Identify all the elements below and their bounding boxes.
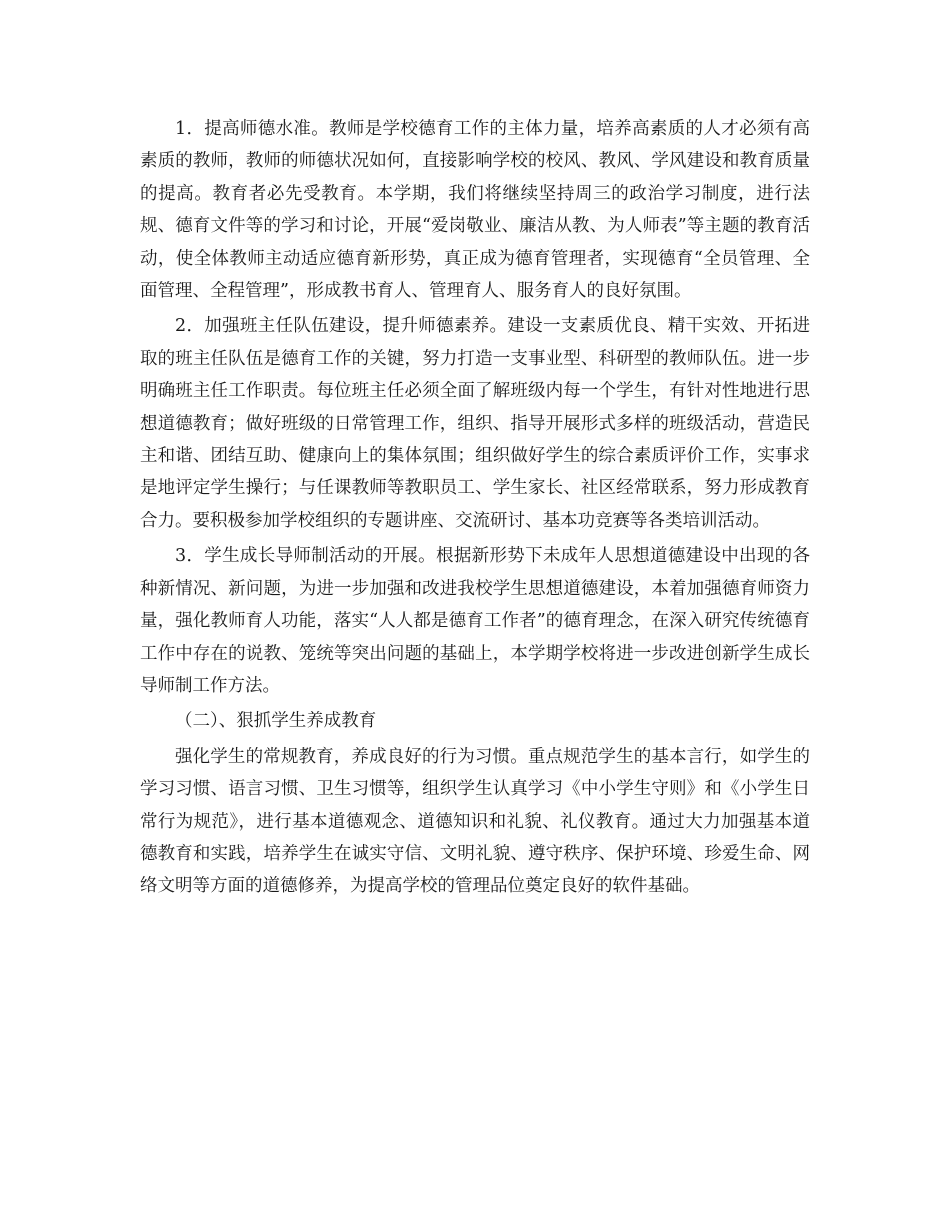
paragraph-mentor-system: 3．学生成长导师制活动的开展。根据新形势下未成年人思想道德建设中出现的各种新情况、新问题，为进一步加强和改进我校学生思想道德建设，本着加强德育师资力量，强化教师育人功能，落实“人人都是德育工作者”的德育理念，在深入研究传统德育工作中存在的说教、笼统等突出问题的基础上，本学期学校将进一步改进创新学生成长导师制工作方法。 (140, 546, 810, 696)
paragraph-head-teacher-team: 2．加强班主任队伍建设，提升师德素养。建设一支素质优良、精干实效、开拓进取的班主任队伍是德育工作的关键，努力打造一支事业型、科研型的教师队伍。进一步明确班主任工作职责。每位班主任必须全面了解班级内每一个学生，有针对性地进行思想道德教育；做好班级的日常管理工作，组织、指导开展形式多样的班级活动，营造民主和谐、团结互助、健康向上的集体氛围；组织做好学生的综合素质评价工作，实事求是地评定学生操行；与任课教师等教职员工、学生家长、社区经常联系，努力形成教育合力。要积极参加学校组织的专题讲座、交流研讨、基本功竞赛等各类培训活动。 (140, 316, 810, 531)
section-heading: （二）、狠抓学生养成教育 (175, 711, 377, 732)
document-body (140, 113, 810, 906)
paragraph-teacher-ethics: 1．提高师德水准。教师是学校德育工作的主体力量，培养高素质的人才必须有高素质的教师，教师的师德状况如何，直接影响学校的校风、教风、学风建设和教育质量的提高。教育者必先受教育。本学期，我们将继续坚持周三的政治学习制度，进行法规、德育文件等的学习和讨论，开展“爱岗敬业、廉洁从教、为人师表”等主题的教育活动，使全体教师主动适应德育新形势，真正成为德育管理者，实现德育“全员管理、全面管理、全程管理”，形成教书育人、管理育人、服务育人的良好氛围。 (140, 119, 810, 302)
paragraph-habit-education: 强化学生的常规教育，养成良好的行为习惯。重点规范学生的基本言行，如学生的学习习惯、语言习惯、卫生习惯等，组织学生认真学习《中小学生守则》和《小学生日常行为规范》，进行基本道德观念、道德知识和礼貌、礼仪教育。通过大力加强基本道德教育和实践，培养学生在诚实守信、文明礼貌、遵守秩序、保护环境、珍爱生命、网络文明等方面的道德修养，为提高学校的管理品位奠定良好的软件基础。 (140, 746, 810, 897)
